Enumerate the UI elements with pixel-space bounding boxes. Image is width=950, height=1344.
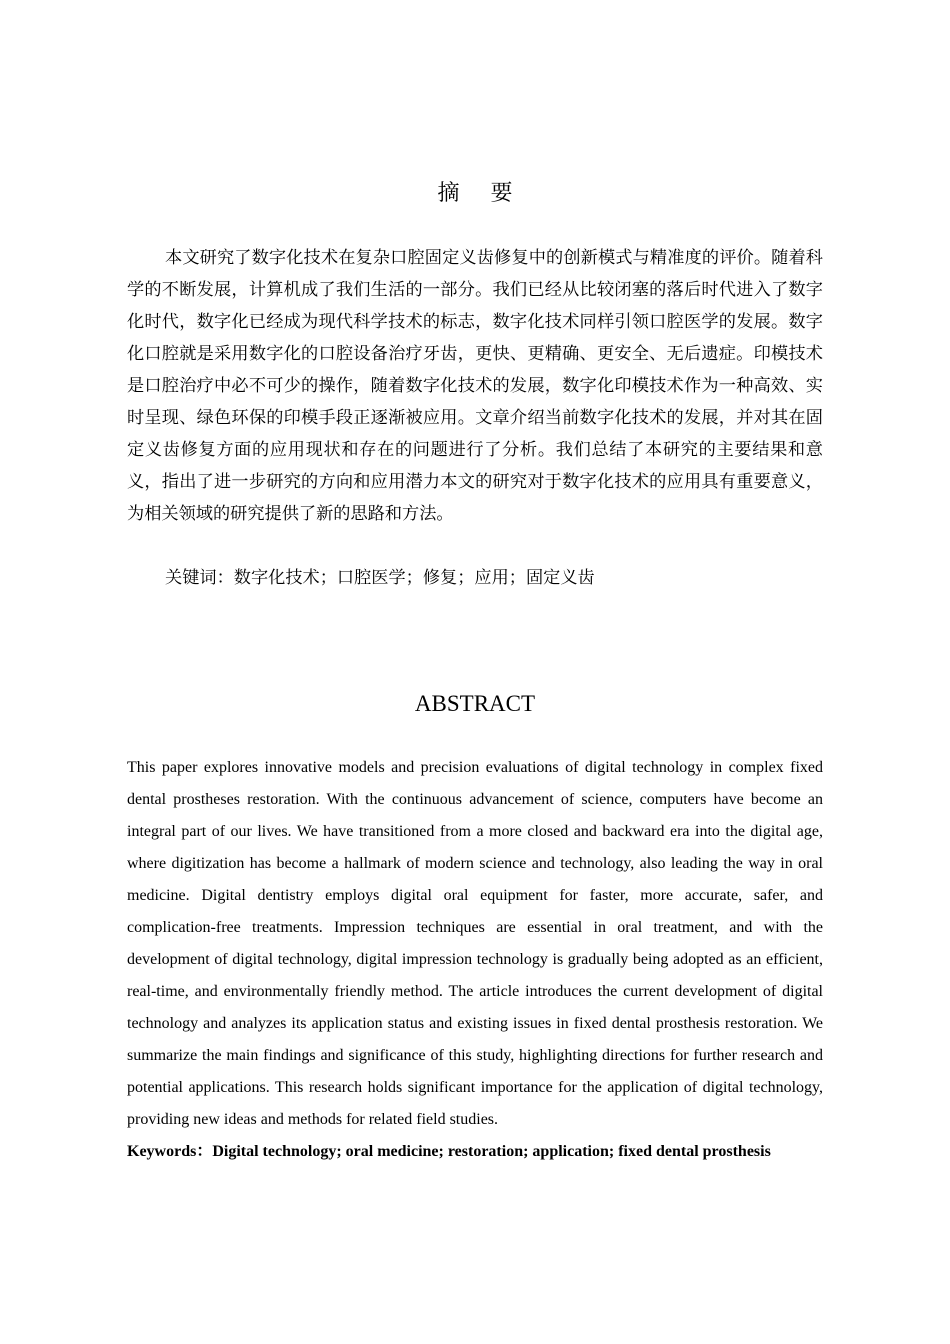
english-keywords: Keywords：Digital technology; oral medicine; restoration; application; fixed dental prosthesis: [127, 1143, 771, 1160]
english-abstract-body: This paper explores innovative models and precision evaluations of digital technology in complex fixed dental prostheses restoration. With the continuous advancement of science, computers have become an integral part of our lives. We have transitioned from a more closed and backward era into the digital age, where digitization has become a hallmark of modern science and technology, also leading the way in oral medicine. Digital dentistry employs digital oral equipment for faster, more accurate, safer, and complication-free treatments. Impression techniques are essential in oral treatment, and with the development of digital technology, digital impression technology is gradually being adopted as an efficient, real-time, and environmentally friendly method. The article introduces the current development of digital technology and analyzes its application status and existing issues in fixed dental prosthesis restoration. We summarize the main findings and significance of this study, highlighting directions for further research and potential applications. This research holds significant importance for the application of digital technology, providing new ideas and methods for related field studies.: [127, 759, 823, 1128]
english-abstract-title: ABSTRACT: [414, 691, 536, 716]
chinese-abstract-title: 摘 要: [437, 181, 525, 206]
chinese-abstract-body: 本文研究了数字化技术在复杂口腔固定义齿修复中的创新模式与精准度的评价。随着科学的不断发展，计算机成了我们生活的一部分。我们已经从比较闭塞的落后时代进入了数字化时代，数字化已经成为现代科学技术的标志，数字化技术同样引领口腔医学的发展。数字化口腔就是采用数字化的口腔设备治疗牙齿，更快、更精确、更安全、无后遗症。印模技术是口腔治疗中必不可少的操作，随着数字化技术的发展，数字化印模技术作为一种高效、实时呈现、绿色环保的印模手段正逐渐被应用。文章介绍当前数字化技术的发展，并对其在固定义齿修复方面的应用现状和存在的问题进行了分析。我们总结了本研究的主要结果和意义，指出了进一步研究的方向和应用潜力本文的研究对于数字化技术的应用具有重要意义，为相关领域的研究提供了新的思路和方法。: [127, 248, 823, 524]
chinese-keywords: 关键词：数字化技术；口腔医学；修复；应用；固定义齿: [165, 568, 595, 588]
